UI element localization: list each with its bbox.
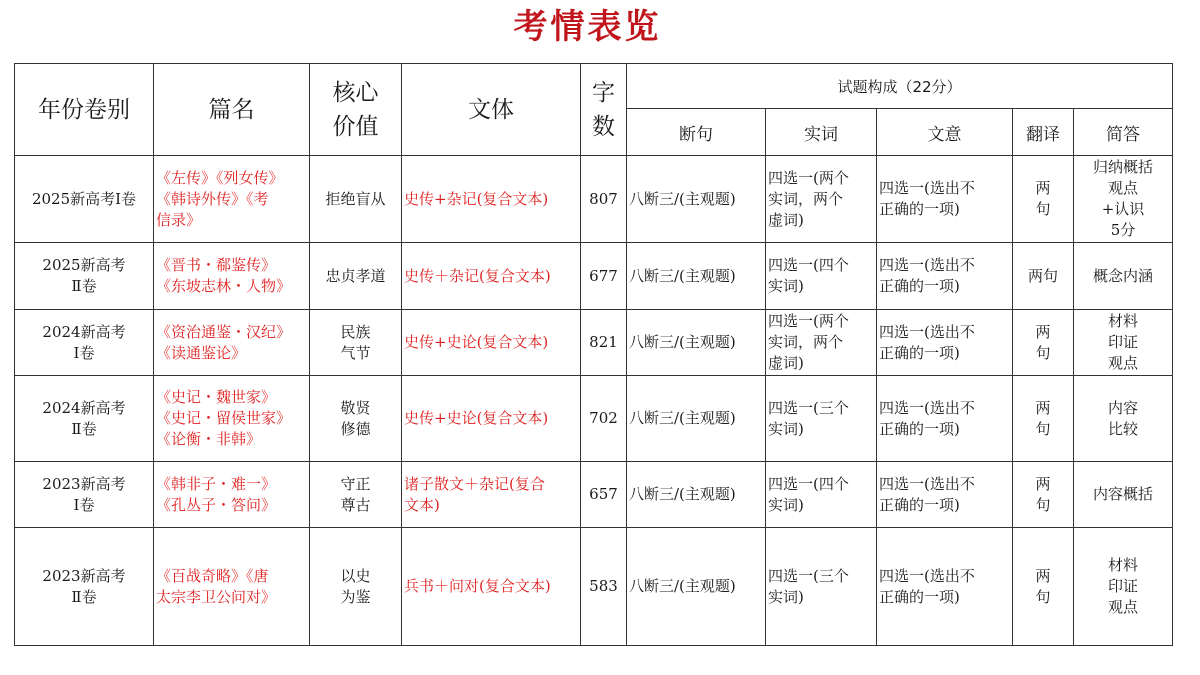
cell-year: 2023新高考 Ⅰ卷 xyxy=(15,462,154,528)
header-genre: 文体 xyxy=(402,64,581,156)
cell-duanju: 八断三/(主观题) xyxy=(627,462,766,528)
cell-piece: 《资治通鉴・汉纪》 《读通鉴论》 xyxy=(154,310,310,376)
cell-jianda: 材料 印证 观点 xyxy=(1074,310,1173,376)
cell-shici: 四选一(三个 实词) xyxy=(766,376,877,462)
table-row xyxy=(15,156,1173,243)
cell-genre: 史传+杂记(复合文本) xyxy=(402,156,581,243)
header-question-group: 试题构成（22分） xyxy=(627,64,1173,109)
cell-year: 2024新高考 Ⅰ卷 xyxy=(15,310,154,376)
table-row xyxy=(15,462,1173,528)
cell-shici: 四选一(三个 实词) xyxy=(766,528,877,646)
cell-piece: 《晋书・郗鉴传》 《东坡志林・人物》 xyxy=(154,243,310,310)
cell-year: 2023新高考 Ⅱ卷 xyxy=(15,528,154,646)
cell-jianda: 材料 印证 观点 xyxy=(1074,528,1173,646)
cell-fanyi: 两句 xyxy=(1013,243,1074,310)
table-row xyxy=(15,310,1173,376)
cell-jianda: 内容概括 xyxy=(1074,462,1173,528)
page-title: 考情表览 xyxy=(513,7,662,47)
cell-value: 拒绝盲从 xyxy=(310,156,402,243)
cell-value: 敬贤 修德 xyxy=(310,376,402,462)
header-shici: 实词 xyxy=(766,109,877,156)
cell-wenyi: 四选一(选出不 正确的一项) xyxy=(877,310,1013,376)
cell-value: 民族 气节 xyxy=(310,310,402,376)
cell-genre: 诸子散文＋杂记(复合 文本) xyxy=(402,462,581,528)
cell-year: 2024新高考 Ⅱ卷 xyxy=(15,376,154,462)
cell-wenyi: 四选一(选出不 正确的一项) xyxy=(877,462,1013,528)
table-row xyxy=(15,528,1173,646)
cell-piece: 《韩非子・难一》 《孔丛子・答问》 xyxy=(154,462,310,528)
cell-piece: 《左传》《列女传》 《韩诗外传》《考 信录》 xyxy=(154,156,310,243)
cell-chars: 702 xyxy=(581,376,627,462)
cell-duanju: 八断三/(主观题) xyxy=(627,243,766,310)
cell-chars: 821 xyxy=(581,310,627,376)
cell-duanju: 八断三/(主观题) xyxy=(627,376,766,462)
header-row xyxy=(15,64,1173,109)
header-value: 核心 价值 xyxy=(310,64,402,156)
cell-chars: 677 xyxy=(581,243,627,310)
cell-value: 守正 尊古 xyxy=(310,462,402,528)
cell-genre: 史传＋杂记(复合文本) xyxy=(402,243,581,310)
cell-genre: 兵书＋问对(复合文本) xyxy=(402,528,581,646)
cell-chars: 807 xyxy=(581,156,627,243)
cell-piece: 《史记・魏世家》 《史记・留侯世家》 《论衡・非韩》 xyxy=(154,376,310,462)
cell-fanyi: 两 句 xyxy=(1013,156,1074,243)
cell-value: 以史 为鉴 xyxy=(310,528,402,646)
cell-fanyi: 两 句 xyxy=(1013,376,1074,462)
cell-year: 2025新高考Ⅰ卷 xyxy=(15,156,154,243)
cell-jianda: 内容 比较 xyxy=(1074,376,1173,462)
header-piece: 篇名 xyxy=(154,64,310,156)
header-chars: 字 数 xyxy=(581,64,627,156)
cell-jianda: 归纳概括 观点 +认识 5分 xyxy=(1074,156,1173,243)
cell-fanyi: 两 句 xyxy=(1013,462,1074,528)
cell-chars: 583 xyxy=(581,528,627,646)
cell-genre: 史传+史论(复合文本) xyxy=(402,310,581,376)
header-jianda: 简答 xyxy=(1074,109,1173,156)
header-duanju: 断句 xyxy=(627,109,766,156)
cell-fanyi: 两 句 xyxy=(1013,310,1074,376)
header-wenyi: 文意 xyxy=(877,109,1013,156)
cell-fanyi: 两 句 xyxy=(1013,528,1074,646)
cell-shici: 四选一(四个 实词) xyxy=(766,462,877,528)
cell-year: 2025新高考 Ⅱ卷 xyxy=(15,243,154,310)
header-fanyi: 翻译 xyxy=(1013,109,1074,156)
cell-shici: 四选一(两个 实词，两个 虚词) xyxy=(766,156,877,243)
cell-piece: 《百战奇略》《唐 太宗李卫公问对》 xyxy=(154,528,310,646)
cell-jianda: 概念内涵 xyxy=(1074,243,1173,310)
cell-duanju: 八断三/(主观题) xyxy=(627,310,766,376)
cell-shici: 四选一(两个 实词，两个 虚词) xyxy=(766,310,877,376)
header-year: 年份卷别 xyxy=(15,64,154,156)
exam-overview-table xyxy=(14,63,1173,646)
cell-genre: 史传+史论(复合文本) xyxy=(402,376,581,462)
cell-wenyi: 四选一(选出不 正确的一项) xyxy=(877,243,1013,310)
cell-wenyi: 四选一(选出不 正确的一项) xyxy=(877,376,1013,462)
table-row xyxy=(15,243,1173,310)
table-row xyxy=(15,376,1173,462)
cell-duanju: 八断三/(主观题) xyxy=(627,156,766,243)
cell-value: 忠贞孝道 xyxy=(310,243,402,310)
cell-wenyi: 四选一(选出不 正确的一项) xyxy=(877,528,1013,646)
cell-chars: 657 xyxy=(581,462,627,528)
cell-wenyi: 四选一(选出不 正确的一项) xyxy=(877,156,1013,243)
cell-shici: 四选一(四个 实词) xyxy=(766,243,877,310)
cell-duanju: 八断三/(主观题) xyxy=(627,528,766,646)
